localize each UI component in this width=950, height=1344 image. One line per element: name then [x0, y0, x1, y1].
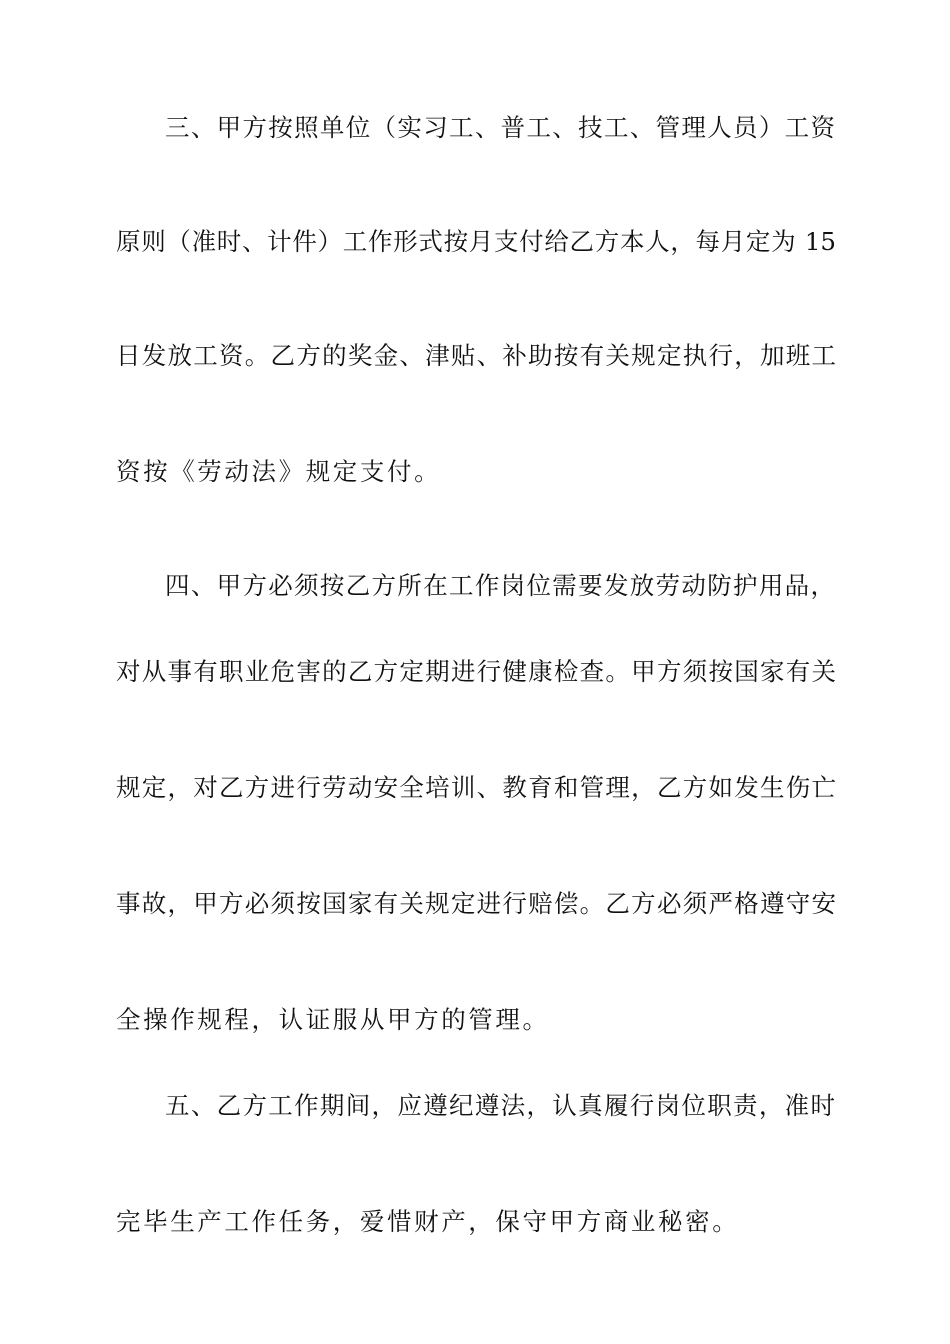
paragraph-3-line-4: 资按《劳动法》规定支付。 — [116, 457, 442, 486]
paragraph-5-line-1: 五、乙方工作期间，应遵纪遵法，认真履行岗位职责，准时 — [165, 1091, 835, 1120]
paragraph-4-line-1: 四、甲方必须按乙方所在工作岗位需要发放劳动防护用品， — [165, 571, 835, 600]
paragraph-3-line-2: 原则（准时、计件）工作形式按月支付给乙方本人，每月定为 15 — [116, 227, 836, 256]
paragraph-3-line-1: 三、甲方按照单位（实习工、普工、技工、管理人员）工资 — [165, 113, 835, 142]
paragraph-4-line-3: 规定，对乙方进行劳动安全培训、教育和管理，乙方如发生伤亡 — [116, 773, 836, 802]
paragraph-5-line-2: 完毕生产工作任务，爱惜财产，保守甲方商业秘密。 — [116, 1207, 740, 1236]
paragraph-3-line-3: 日发放工资。乙方的奖金、津贴、补助按有关规定执行，加班工 — [116, 341, 836, 370]
paragraph-4-line-2: 对从事有职业危害的乙方定期进行健康检查。甲方须按国家有关 — [116, 657, 836, 686]
paragraph-4-line-4: 事故，甲方必须按国家有关规定进行赔偿。乙方必须严格遵守安 — [116, 889, 836, 918]
paragraph-4-line-5: 全操作规程，认证服从甲方的管理。 — [116, 1005, 550, 1034]
